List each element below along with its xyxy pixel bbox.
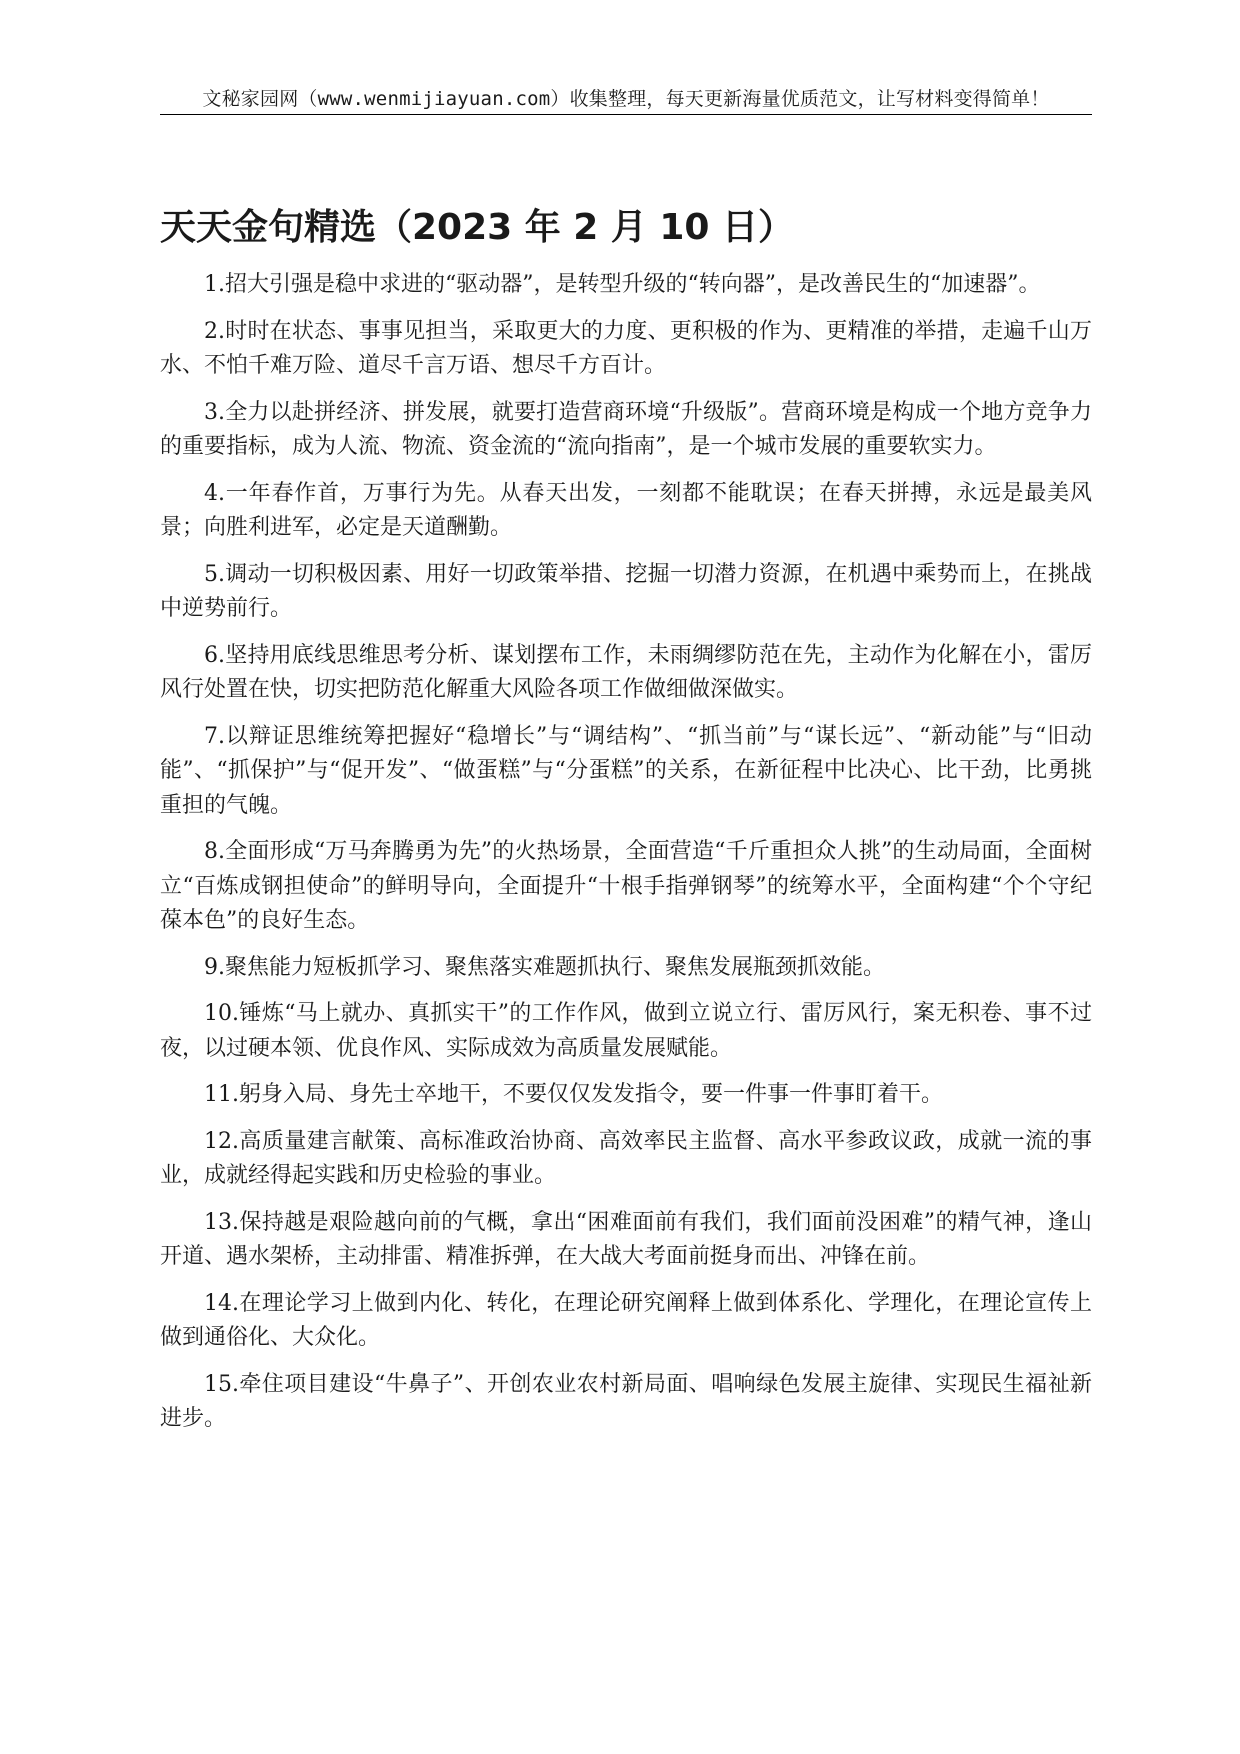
paragraph-7: 7.以辩证思维统筹把握好“稳增长”与“调结构”、“抓当前”与“谋长远”、“新动能”与“旧动能”、“抓保护”与“促开发”、“做蛋糕”与“分蛋糕”的关系，在新征程中比决心、比干劲，比勇挑重担的气魄。	[160, 723, 1092, 818]
paragraph-6: 6.坚持用底线思维思考分析、谋划摆布工作，未雨绸缪防范在先，主动作为化解在小，雷厉风行处置在快，切实把防范化解重大风险各项工作做细做深做实。	[160, 642, 1092, 702]
paragraph-12: 12.高质量建言献策、高标准政治协商、高效率民主监督、高水平参政议政，成就一流的事业，成就经得起实践和历史检验的事业。	[160, 1128, 1092, 1188]
paragraph-11: 11.躬身入局、身先士卒地干，不要仅仅发发指令，要一件事一件事盯着干。	[204, 1082, 943, 1107]
paragraph-2: 2.时时在状态、事事见担当，采取更大的力度、更积极的作为、更精准的举措，走遍千山万水、不怕千难万险、道尽千言万语、想尽千方百计。	[160, 318, 1092, 378]
paragraph-9: 9.聚焦能力短板抓学习、聚焦落实难题抓执行、聚焦发展瓶颈抓效能。	[204, 954, 885, 980]
document-title: 天天金句精选（2023 年 2 月 10 日）	[160, 207, 795, 248]
paragraph-4: 4.一年春作首，万事行为先。从春天出发，一刻都不能耽误；在春天拼搏，永远是最美风景；向胜利进军，必定是天道酬勤。	[160, 480, 1092, 540]
paragraph-8: 8.全面形成“万马奔腾勇为先”的火热场景，全面营造“千斤重担众人挑”的生动局面，全面树立“百炼成钢担使命”的鲜明导向，全面提升“十根手指弹钢琴”的统筹水平，全面构建“个个守纪葆本色”的良好生态。	[160, 839, 1092, 933]
page-header: 文秘家园网（www.wenmijiayuan.com）收集整理，每天更新海量优质范文，让写材料变得简单！	[160, 84, 1092, 115]
paragraph-1: 1.招大引强是稳中求进的“驱动器”，是转型升级的“转向器”，是改善民生的“加速器”。	[204, 272, 1041, 297]
paragraph-3: 3.全力以赴拼经济、拼发展，就要打造营商环境“升级版”。营商环境是构成一个地方竞争力的重要指标，成为人流、物流、资金流的“流向指南”，是一个城市发展的重要软实力。	[160, 399, 1092, 459]
document-body	[160, 268, 1092, 1449]
paragraph-14: 14.在理论学习上做到内化、转化，在理论研究阐释上做到体系化、学理化，在理论宣传上做到通俗化、大众化。	[160, 1290, 1092, 1350]
paragraph-10: 10.锤炼“马上就办、真抓实干”的工作作风，做到立说立行、雷厉风行，案无积卷、事不过夜，以过硬本领、优良作风、实际成效为高质量发展赋能。	[160, 1001, 1092, 1061]
paragraph-13: 13.保持越是艰险越向前的气概，拿出“困难面前有我们，我们面前没困难”的精气神，逢山开道、遇水架桥，主动排雷、精准拆弹，在大战大考面前挺身而出、冲锋在前。	[160, 1209, 1092, 1269]
paragraph-5: 5.调动一切积极因素、用好一切政策举措、挖掘一切潜力资源，在机遇中乘势而上，在挑战中逆势前行。	[160, 561, 1092, 621]
paragraph-15: 15.牵住项目建设“牛鼻子”、开创农业农村新局面、唱响绿色发展主旋律、实现民生福祉新进步。	[160, 1371, 1092, 1431]
